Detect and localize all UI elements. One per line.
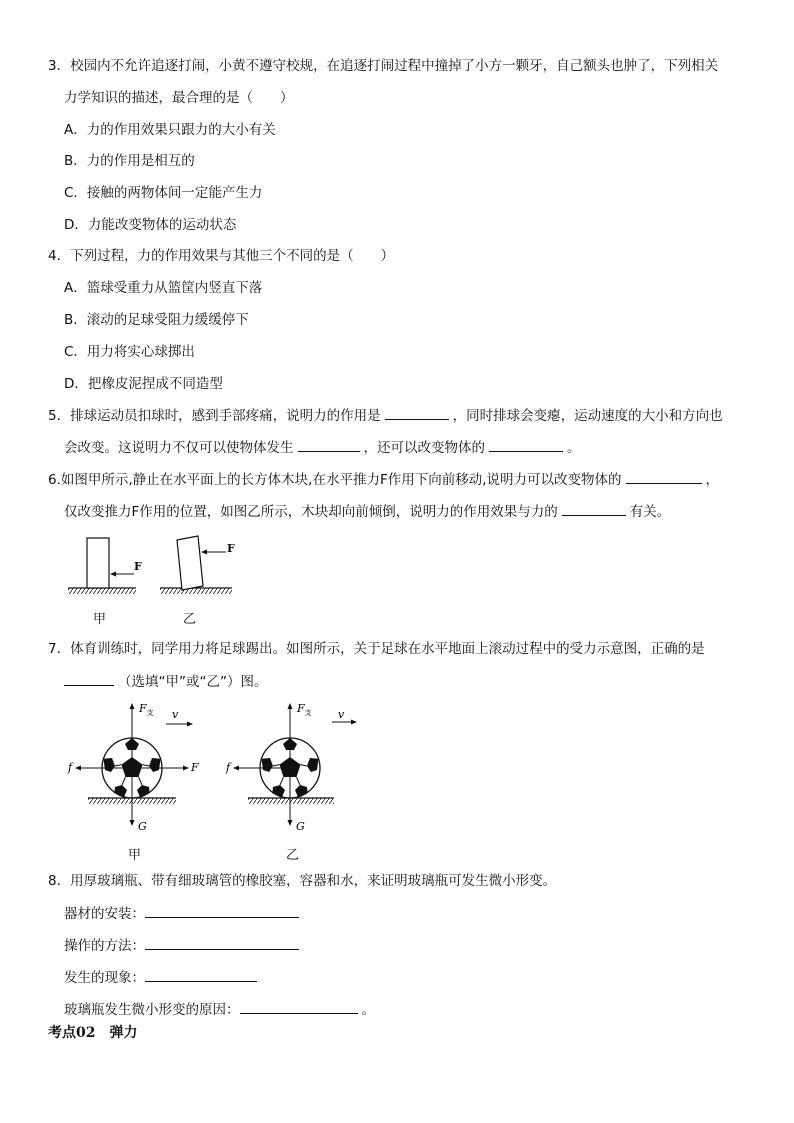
block-upright: [87, 538, 109, 588]
q3-stem-line2: 力学知识的描述，最合理的是（ ）: [64, 90, 294, 106]
support-sub-left: 支: [146, 709, 154, 717]
q3-option-c: C．接触的两物体间一定能产生力: [64, 185, 263, 201]
velocity-arrow-right: [332, 720, 357, 725]
q3-option-b: B．力的作用是相互的: [64, 153, 195, 169]
block-tilted: [177, 536, 203, 590]
q3-stem-line1: 3．校园内不允许追逐打闹，小黄不遵守校规，在追逐打闹过程中撞掉了小方一颗牙，自己额头也肿了，下列相关: [48, 58, 719, 74]
velocity-label-right: v: [338, 708, 345, 721]
q8-method-row: [64, 936, 303, 955]
q8-phenomenon-row: [64, 968, 261, 987]
q7-line1: 7．体育训练时，同学用力将足球踢出。如图所示，关于足球在水平地面上滚动过程中的受力示意图，正确的是: [48, 641, 705, 657]
friction-label-left: f: [68, 761, 73, 774]
ground-right: [160, 588, 232, 594]
push-label-left: F: [191, 761, 199, 774]
q7-blank[interactable]: [64, 672, 114, 686]
q8-reason-label: 玻璃瓶发生微小形变的原因：: [64, 1002, 240, 1018]
q6-caption-jia: 甲: [93, 612, 107, 627]
gravity-label-left: G: [138, 820, 147, 833]
q8-install-row: [64, 904, 303, 923]
q8-method-blank[interactable]: [145, 936, 299, 950]
q3-option-d: D．力能改变物体的运动状态: [64, 217, 237, 233]
q4-stem: 4．下列过程，力的作用效果与其他三个不同的是（ ）: [48, 248, 395, 264]
friction-label-right: f: [226, 761, 231, 774]
q5-text-c: 会改变。这说明力不仅可以使物体发生: [64, 440, 294, 456]
q6-text-c: 仅改变推力F作用的位置，如图乙所示，木块却向前倾倒，说明力的作用效果与力的: [64, 504, 558, 520]
support-letter-left: F: [139, 702, 147, 715]
q7-text-b: （选填“甲”或“乙”）图。: [118, 674, 268, 690]
gravity-label-right: G: [296, 820, 305, 833]
q6-caption-yi: 乙: [183, 612, 197, 627]
q4-option-a: A．篮球受重力从篮筐内竖直下落: [64, 280, 263, 296]
force-label-left: F: [134, 560, 142, 573]
q6-figure-blocks: [60, 530, 260, 606]
q5-text-b: ，同时排球会变瘪，运动速度的大小和方向也: [452, 408, 723, 424]
velocity-arrow-left: [166, 722, 193, 727]
q6-blank-2[interactable]: [562, 502, 626, 516]
velocity-label-left: v: [172, 708, 179, 721]
ground-right-q7: [248, 798, 334, 804]
force-label-right: F: [227, 542, 235, 555]
q6-text-b: ，: [705, 472, 720, 488]
force-arrow-left: [110, 572, 134, 577]
q8-install-label: 器材的安装：: [64, 906, 145, 922]
q5-blank-2[interactable]: [298, 438, 360, 452]
q5-line1: [48, 406, 723, 425]
q6-text-d: 有关。: [629, 504, 671, 520]
q5-text-a: 5．排球运动员扣球时，感到手部疼痛，说明力的作用是: [48, 408, 381, 424]
q8-phenomenon-blank[interactable]: [145, 968, 257, 982]
q7-line2: [64, 672, 267, 691]
q4-option-b: B．滚动的足球受阻力缓缓停下: [64, 312, 249, 328]
q6-text-a: 6.如图甲所示,静止在水平面上的长方体木块,在水平推力F作用下向前移动,说明力可以改变物体的: [48, 472, 622, 488]
q8-stem: 8．用厚玻璃瓶、带有细玻璃管的橡胶塞，容器和水，来证明玻璃瓶可发生微小形变。: [48, 873, 557, 889]
force-arrow-right: [201, 550, 226, 555]
q5-line2: [64, 438, 581, 457]
q5-blank-1[interactable]: [385, 406, 449, 420]
q7-caption-jia: 甲: [128, 848, 142, 863]
q3-option-a: A．力的作用效果只跟力的大小有关: [64, 122, 276, 138]
q8-reason-row: [64, 1000, 375, 1019]
q8-reason-end: 。: [361, 1002, 375, 1018]
q7-caption-yi: 乙: [286, 848, 300, 863]
q8-phenomenon-label: 发生的现象：: [64, 970, 145, 986]
support-letter-right: F: [297, 702, 305, 715]
q8-reason-blank[interactable]: [240, 1000, 358, 1014]
q4-option-d: D．把橡皮泥捏成不同造型: [64, 376, 223, 392]
section-heading: 考点02 弹力: [48, 1025, 138, 1041]
support-label-left: [138, 702, 154, 717]
q5-blank-3[interactable]: [489, 438, 563, 452]
support-label-right: [296, 702, 312, 717]
q4-option-c: C．用力将实心球掷出: [64, 344, 195, 360]
q6-line1: [48, 470, 719, 489]
q6-blank-1[interactable]: [626, 470, 702, 484]
q5-text-e: 。: [567, 440, 581, 456]
q7-figure-forces: [60, 698, 380, 838]
q8-install-blank[interactable]: [145, 904, 299, 918]
q6-line2: [64, 502, 670, 521]
q5-text-d: ，还可以改变物体的: [363, 440, 485, 456]
q8-method-label: 操作的方法：: [64, 938, 145, 954]
support-sub-right: 支: [304, 709, 312, 717]
ground-left: [68, 588, 136, 594]
